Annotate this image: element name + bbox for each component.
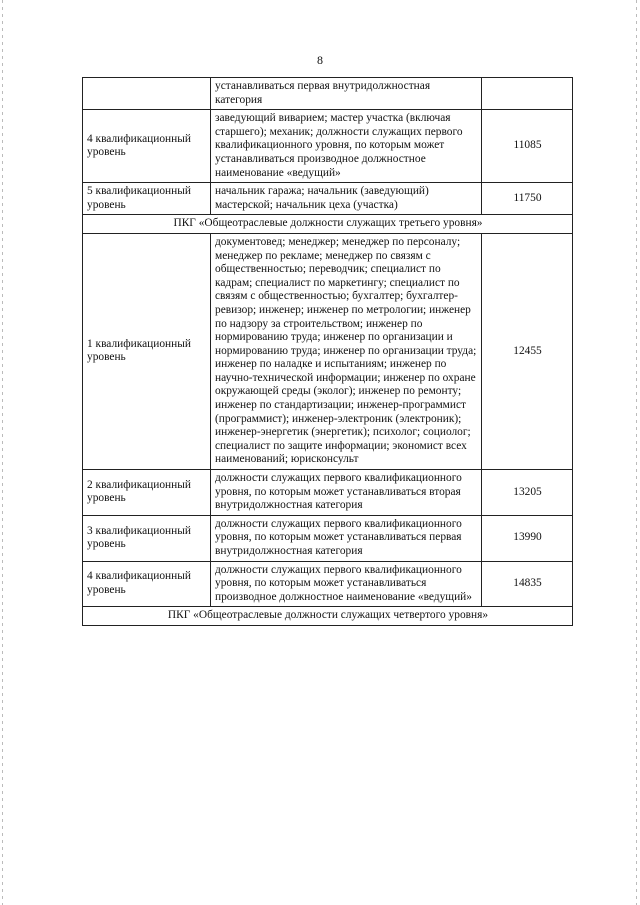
- table-row: [83, 183, 573, 215]
- qualification-level-cell: 3 квалификационный уровень: [83, 515, 211, 561]
- positions-cell: должности служащих первого квалификационного уровня, по которым может устанавливаться вторая внутридолжностная категория: [211, 470, 482, 516]
- table-row: [83, 470, 573, 516]
- scan-edge-right: [636, 0, 637, 905]
- salary-cell: 11750: [482, 183, 573, 215]
- positions-cell: заведующий виварием; мастер участка (включая старшего); механик; должности служащих первого квалификационного уровня, по которым может устанавливаться производное должностное наименование «ведущий»: [211, 110, 482, 183]
- positions-cell: документовед; менеджер; менеджер по персоналу; менеджер по рекламе; менеджер по связям с общественностью; переводчик; специалист по кадрам; специалист по маркетингу; специалист по связям с общественностью; бухгалтер; бухгалтер-ревизор; инженер; инженер по метрологии; инженер по надзору за строительством; инженер по нормированию труда; инженер по организации и нормированию труда; инженер по организации труда; инженер по наладке и испытаниям; инженер по научно-технической информации; инженер по охране окружающей среды (эколог); инженер по ремонту; инженер по стандартизации; инженер-программист (программист); инженер-электроник (электроник); инженер-энергетик (энергетик); психолог; социолог; специалист по защите информации; экономист всех наименований; юрисконсульт: [211, 233, 482, 469]
- group-header-title: ПКГ «Общеотраслевые должности служащих третьего уровня»: [83, 215, 573, 234]
- positions-cell: должности служащих первого квалификационного уровня, по которым может устанавливаться производное должностное наименование «ведущий»: [211, 561, 482, 607]
- group-header-row: [83, 607, 573, 626]
- qualification-level-cell: 5 квалификационный уровень: [83, 183, 211, 215]
- qualification-level-cell: 4 квалификационный уровень: [83, 561, 211, 607]
- table-row: [83, 561, 573, 607]
- table-row: [83, 233, 573, 469]
- salary-table: [82, 77, 573, 626]
- qualification-level-cell: 4 квалификационный уровень: [83, 110, 211, 183]
- positions-cell: должности служащих первого квалификационного уровня, по которым может устанавливаться первая внутридолжностная категория: [211, 515, 482, 561]
- qualification-level-cell: [83, 78, 211, 110]
- group-header-title: ПКГ «Общеотраслевые должности служащих четвертого уровня»: [83, 607, 573, 626]
- page-number: 8: [317, 53, 323, 67]
- salary-cell: 13205: [482, 470, 573, 516]
- qualification-level-cell: 1 квалификационный уровень: [83, 233, 211, 469]
- salary-table-body: [83, 78, 573, 626]
- salary-cell: 11085: [482, 110, 573, 183]
- table-row: [83, 110, 573, 183]
- salary-cell: [482, 78, 573, 110]
- positions-cell: устанавливаться первая внутридолжностная категория: [211, 78, 482, 110]
- salary-cell: 12455: [482, 233, 573, 469]
- positions-cell: начальник гаража; начальник (заведующий) мастерской; начальник цеха (участка): [211, 183, 482, 215]
- group-header-row: [83, 215, 573, 234]
- salary-cell: 13990: [482, 515, 573, 561]
- scan-edge-left: [2, 0, 3, 905]
- table-row: [83, 78, 573, 110]
- qualification-level-cell: 2 квалификационный уровень: [83, 470, 211, 516]
- table-row: [83, 515, 573, 561]
- salary-cell: 14835: [482, 561, 573, 607]
